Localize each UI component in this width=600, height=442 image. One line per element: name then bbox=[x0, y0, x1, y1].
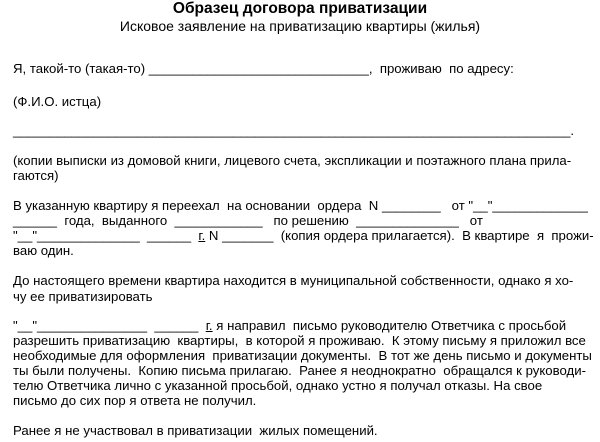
text-span: "__"______________ ______ bbox=[13, 228, 199, 243]
paragraph-line: ты были получены. Копию письма прилагаю. Ранее я неоднократно обращался к руководи- bbox=[13, 363, 586, 378]
applicant-name-caption: (Ф.И.О. истца) bbox=[13, 94, 102, 109]
text-span: N _______ (копия ордера прилагается). В квартире я прожи- bbox=[205, 228, 594, 243]
paragraph-line: письмо до сих пор я ответа не получил. bbox=[13, 393, 257, 408]
text-span-underlined: г. bbox=[198, 228, 206, 243]
text-span: я направил письмо руководителю Ответчика с просьбой bbox=[212, 318, 567, 333]
address-line: ____________________________________________________________________________. bbox=[13, 123, 575, 138]
document-title: Образец договора приватизации bbox=[172, 0, 428, 17]
paragraph-line: ваю один. bbox=[13, 243, 74, 258]
paragraph-line: В указанную квартиру я переехал на основании ордера N ________ от "__"_____________ bbox=[13, 198, 588, 213]
applicant-line: Я, такой-то (такая-то) ______________________________, проживаю по адресу: bbox=[13, 61, 514, 76]
text-span: "__"_______________ ______ bbox=[13, 318, 206, 333]
paragraph-line: разрешить приватизацию квартиры, в которой я проживаю. К этому письму я приложил все bbox=[13, 333, 586, 348]
paragraph-line: До настоящего времени квартира находится в муниципальной собственности, однако я хо- bbox=[13, 273, 574, 288]
document-subtitle: Исковое заявление на приватизацию квартиры (жилья) bbox=[119, 18, 481, 34]
paragraph-line: необходимые для оформления приватизации документы. В тот же день письмо и документы bbox=[13, 348, 592, 363]
paragraph-line: гаются) bbox=[13, 168, 59, 183]
paragraph-line bbox=[13, 228, 594, 244]
paragraph-line: чу ее приватизировать bbox=[13, 289, 153, 304]
paragraph-line bbox=[13, 318, 566, 334]
paragraph-line: Ранее я не участвовал в приватизации жилых помещений. bbox=[13, 423, 378, 438]
paragraph-line: (копии выписки из домовой книги, лицевого счета, экспликации и поэтажного плана прила- bbox=[13, 153, 572, 168]
paragraph-line: ______ года, выданного ____________ по решению ______________ от bbox=[13, 213, 483, 228]
text-span-underlined: г. bbox=[205, 318, 213, 333]
paragraph-line: телю Ответчика лично с указанной просьбой, однако устно я получал отказы. На свое bbox=[13, 378, 543, 393]
